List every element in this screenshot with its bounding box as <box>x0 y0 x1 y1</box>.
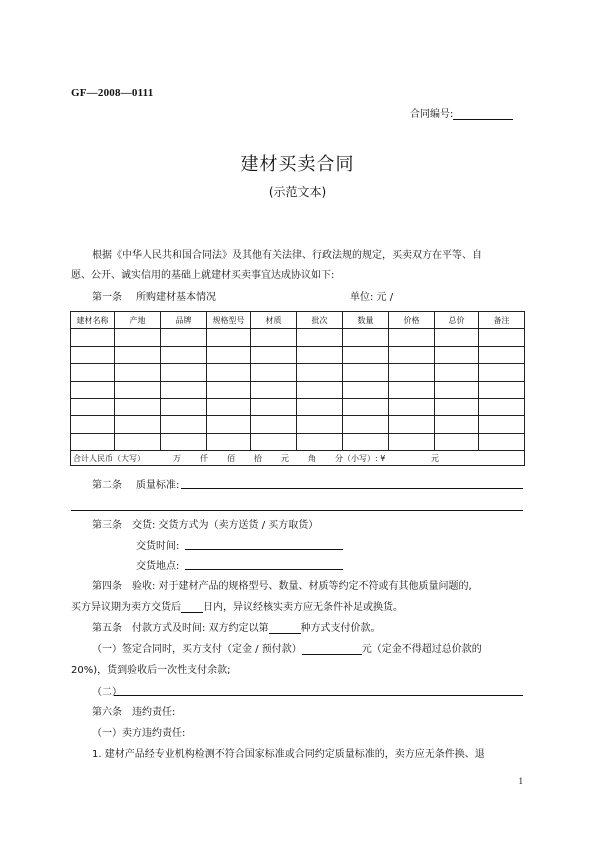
delivery-time-blank[interactable] <box>185 549 343 550</box>
article-5-line-1 <box>92 619 381 634</box>
article-4-text-b: 日内，异议经核实卖方应无条件补足或换货。 <box>203 602 403 613</box>
column-header: 产地 <box>115 312 161 329</box>
quality-standard-blank[interactable] <box>181 488 523 489</box>
payment-method-blank[interactable] <box>269 621 301 634</box>
table-row[interactable] <box>71 416 525 433</box>
delivery-place-blank[interactable] <box>185 569 343 570</box>
article-5-item-1-b: 元（定金不得超过总价款的 <box>361 644 482 655</box>
contract-number-label: 合同编号: <box>410 109 454 120</box>
objection-days-blank[interactable] <box>181 600 203 613</box>
total-unit: 万 <box>173 453 181 463</box>
table-row[interactable] <box>71 398 525 415</box>
article-5-item-1-c: 20%)，货到验收后一次性支付余款; <box>71 665 231 676</box>
article-2-label: 第二条 <box>92 480 122 491</box>
total-label: 合计人民币（大写） <box>73 453 145 463</box>
article-2-text: 质量标准: <box>136 480 180 491</box>
article-4-text-a: 买方异议期为卖方交货后 <box>71 602 181 613</box>
article-5-text-b: 种方式支付价款。 <box>300 623 381 634</box>
article-4-line-2 <box>71 598 403 613</box>
standard-code: GF—2008—0111 <box>71 87 154 99</box>
intro-line-2: 愿、公开、诚实信用的基础上就建材买卖事宜达成协议如下: <box>71 270 335 281</box>
total-unit: 角 <box>308 453 316 463</box>
delivery-place-label: 交货地点: <box>136 561 180 572</box>
article-1-label: 第一条 <box>92 292 122 303</box>
column-header: 规格型号 <box>207 312 251 329</box>
total-unit: 拾 <box>254 453 262 463</box>
total-unit: 佰 <box>227 453 235 463</box>
total-unit: 元 <box>431 453 439 463</box>
contract-number-blank[interactable] <box>453 109 513 120</box>
column-header: 材质 <box>251 312 297 329</box>
quality-standard-blank-2[interactable] <box>71 510 523 511</box>
column-header: 总价 <box>435 312 479 329</box>
article-3-label: 第三条 <box>92 520 122 531</box>
table-row[interactable] <box>71 364 525 381</box>
article-1-text: 所购建材基本情况 <box>136 292 216 303</box>
table-row[interactable] <box>71 346 525 363</box>
article-6-item-1: 1. 建材产品经专业机构检测不符合国家标准或合同约定质量标准的，卖方应无条件换、退 <box>92 749 485 760</box>
deposit-amount-blank[interactable] <box>302 642 362 655</box>
column-header: 数量 <box>343 312 389 329</box>
total-unit: 分（小写）: ¥ <box>335 453 386 463</box>
article-5-text-a: 第五条 付款方式及时间: 双方约定以第 <box>92 623 269 634</box>
article-4-line-1: 第四条 验收: 对于建材产品的规格型号、数量、材质等约定不符或有其他质量问题的, <box>92 581 472 592</box>
column-header: 建材名称 <box>71 312 115 329</box>
article-5-item-2: （二） <box>92 687 122 698</box>
table-row[interactable] <box>71 329 525 346</box>
page-number: 1 <box>518 776 523 786</box>
table-header-row <box>71 312 525 329</box>
column-header: 品牌 <box>161 312 207 329</box>
article-6-sub-1: （一）卖方违约责任: <box>92 728 186 739</box>
article-6-label: 第六条 违约责任: <box>92 707 176 718</box>
column-header: 价格 <box>389 312 435 329</box>
payment-other-blank[interactable] <box>114 695 523 696</box>
document-subtitle: (示范文本) <box>268 185 327 199</box>
goods-table <box>70 311 525 466</box>
total-unit: 元 <box>281 453 289 463</box>
document-title: 建材买卖合同 <box>240 154 355 175</box>
article-5-item-1 <box>92 640 482 655</box>
total-unit: 仟 <box>200 453 208 463</box>
article-1-unit: 单位: 元 / <box>350 292 394 303</box>
intro-line-1: 根据《中华人民共和国合同法》及其他有关法律、行政法规的规定，买卖双方在平等、自 <box>92 250 482 261</box>
column-header: 备注 <box>479 312 525 329</box>
delivery-time-label: 交货时间: <box>136 541 180 552</box>
article-3-text: 交货: 交货方式为（卖方送货 / 买方取货） <box>132 520 319 531</box>
table-total-row[interactable] <box>71 451 525 466</box>
article-5-item-1-a: （一）签定合同时，买方支付（定金 / 预付款） <box>92 644 302 655</box>
table-row[interactable] <box>71 433 525 450</box>
table-row[interactable] <box>71 381 525 398</box>
column-header: 批次 <box>297 312 343 329</box>
contract-number-field <box>410 105 513 120</box>
